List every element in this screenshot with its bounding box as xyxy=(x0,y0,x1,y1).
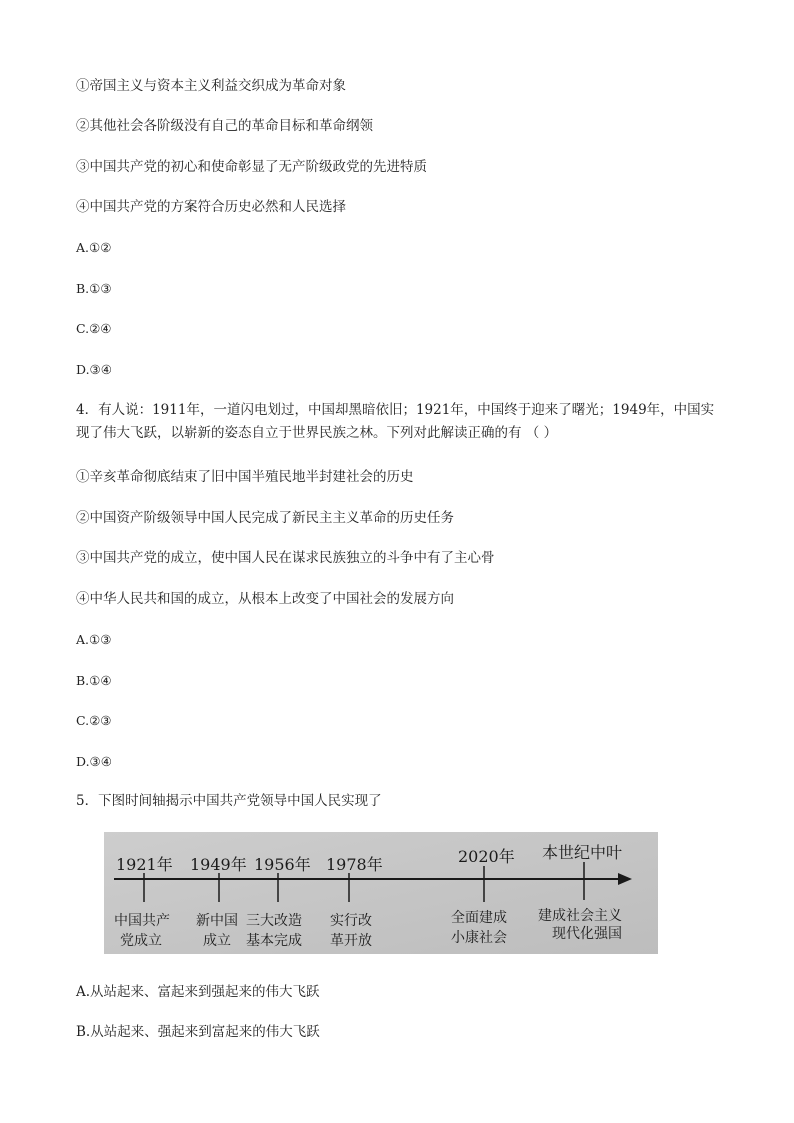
timeline-label-1b: 党成立 xyxy=(120,933,162,949)
timeline-year-4: 1978年 xyxy=(326,855,383,874)
timeline-year-3: 1956年 xyxy=(254,855,311,874)
timeline-label-2a: 新中国 xyxy=(196,913,238,929)
q4-stem: 4．有人说：1911年，一道闪电划过，中国却黑暗依旧；1921年，中国终于迎来了曙光；1949年，中国实现了伟大飞跃，以崭新的姿态自立于世界民族之林。下列对此解读正确的有 （ ） xyxy=(76,402,715,441)
q4-statement-2: ②中国资产阶级领导中国人民完成了新民主主义革命的历史任务 xyxy=(76,510,454,526)
timeline-label-3b: 基本完成 xyxy=(246,933,302,949)
q4-option-c: C.②③ xyxy=(76,713,112,728)
q3-option-a: A.①② xyxy=(76,240,112,255)
timeline-year-1: 1921年 xyxy=(116,855,173,874)
timeline-year-5: 2020年 xyxy=(458,847,515,866)
q3-statement-4: ④中国共产党的方案符合历史必然和人民选择 xyxy=(76,199,346,215)
q4-option-a: A.①③ xyxy=(76,632,112,647)
q3-statement-3: ③中国共产党的初心和使命彰显了无产阶级政党的先进特质 xyxy=(76,159,427,175)
q4-statement-3: ③中国共产党的成立，使中国人民在谋求民族独立的斗争中有了主心骨 xyxy=(76,550,495,566)
timeline-figure xyxy=(104,832,658,954)
q3-option-d: D.③④ xyxy=(76,362,112,377)
q5-option-b: B.从站起来、强起来到富起来的伟大飞跃 xyxy=(76,1024,320,1040)
timeline-graphic xyxy=(104,832,658,954)
timeline-label-6b: 现代化强国 xyxy=(552,926,622,942)
q3-statement-2: ②其他社会各阶级没有自己的革命目标和革命纲领 xyxy=(76,118,373,134)
timeline-label-2b: 成立 xyxy=(203,933,231,949)
q3-statement-1: ①帝国主义与资本主义利益交织成为革命对象 xyxy=(76,78,346,94)
q4-statement-4: ④中华人民共和国的成立，从根本上改变了中国社会的发展方向 xyxy=(76,591,454,607)
q4-statement-1: ①辛亥革命彻底结束了旧中国半殖民地半封建社会的历史 xyxy=(76,469,414,485)
timeline-label-5b: 小康社会 xyxy=(451,930,507,946)
timeline-label-3a: 三大改造 xyxy=(246,913,302,929)
timeline-label-6a: 建成社会主义 xyxy=(538,908,622,924)
timeline-label-4a: 实行改 xyxy=(330,913,372,929)
timeline-label-1a: 中国共产 xyxy=(114,913,170,929)
q3-option-c: C.②④ xyxy=(76,321,112,336)
q5-stem: 5．下图时间轴揭示中国共产党领导中国人民实现了 xyxy=(76,793,382,809)
timeline-year-2: 1949年 xyxy=(190,855,247,874)
timeline-label-4b: 革开放 xyxy=(330,933,372,949)
q4-option-d: D.③④ xyxy=(76,754,112,769)
timeline-year-6: 本世纪中叶 xyxy=(542,843,623,862)
q5-option-a: A.从站起来、富起来到强起来的伟大飞跃 xyxy=(76,984,320,1000)
timeline-label-5a: 全面建成 xyxy=(451,910,507,926)
q3-option-b: B.①③ xyxy=(76,281,112,296)
q4-option-b: B.①④ xyxy=(76,673,112,688)
